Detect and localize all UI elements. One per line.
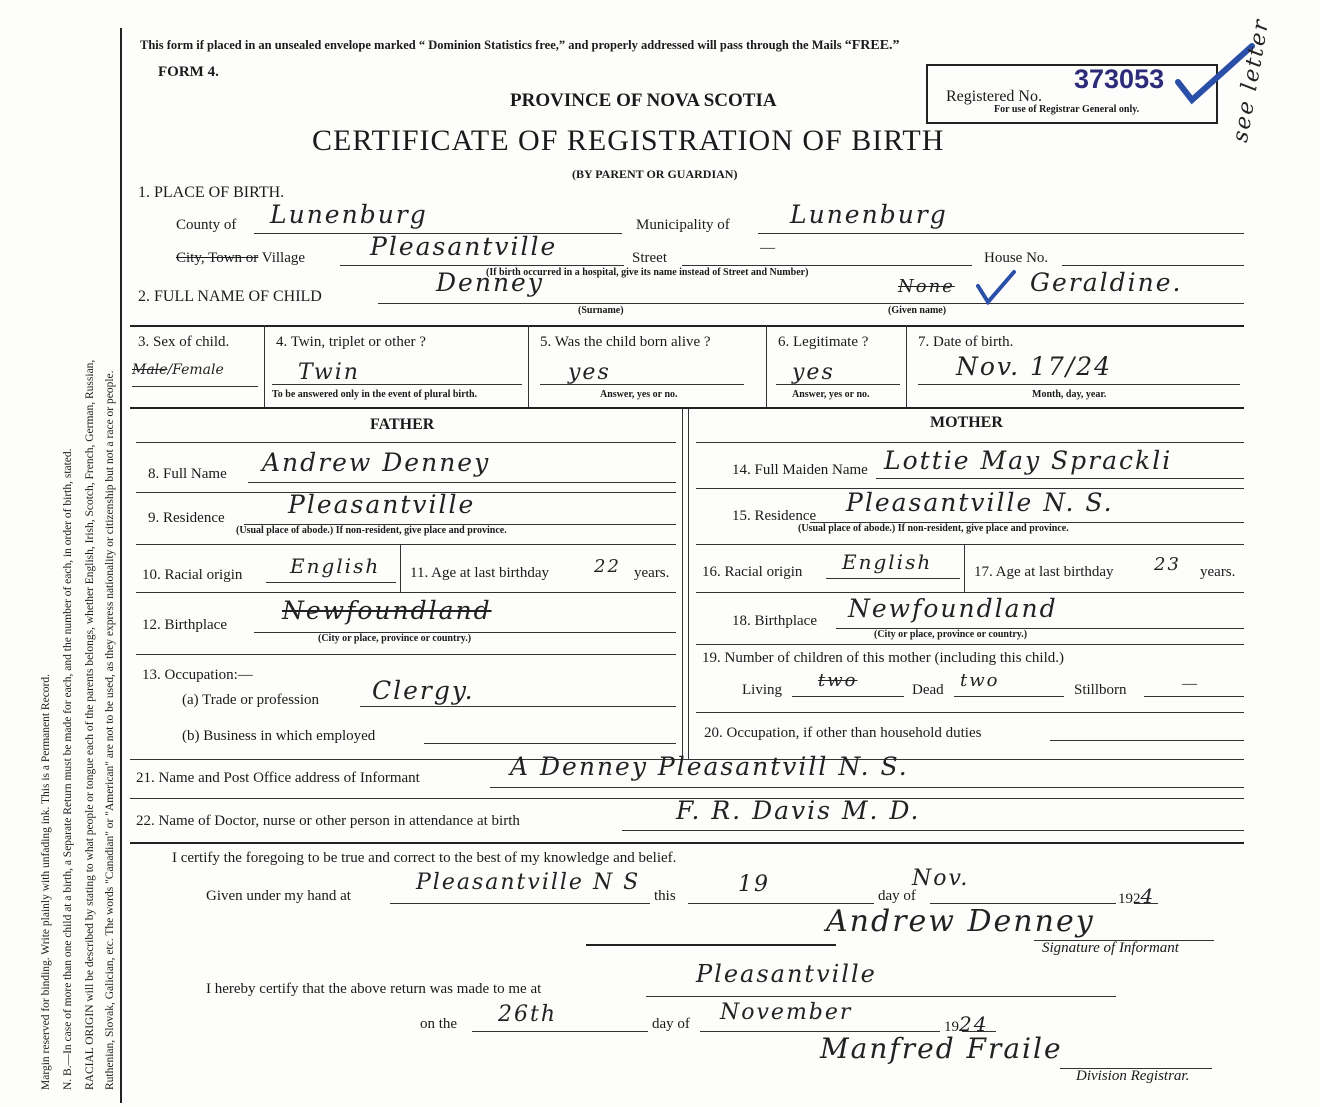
alive-value: yes xyxy=(568,360,611,385)
municipality-value: Lunenburg xyxy=(790,200,948,229)
informant-signature: Andrew Denney xyxy=(826,904,1095,939)
mother-heading: MOTHER xyxy=(930,414,1003,431)
registrar-day: 26th xyxy=(498,1002,558,1027)
dead-label: Dead xyxy=(912,682,944,698)
registrar-signature: Manfred Fraile xyxy=(820,1032,1063,1065)
margin-rule xyxy=(120,28,122,1103)
sex-label: 3. Sex of child. xyxy=(138,334,230,350)
registrar-month: November xyxy=(720,1000,853,1025)
child-given-name: Geraldine. xyxy=(1030,268,1183,297)
city-label: City, Town or Village xyxy=(176,250,306,266)
informant-signature-label: Signature of Informant xyxy=(1042,940,1179,956)
margin-annotation: see letter xyxy=(1228,16,1275,145)
living-label: Living xyxy=(742,682,782,698)
county-label: County of xyxy=(176,217,237,233)
mother-birthplace: Newfoundland xyxy=(848,594,1058,623)
father-residence-note: (Usual place of abode.) If non-resident, give place and province. xyxy=(236,525,507,536)
margin-note-2: N. B.—In case of more than one child at a birth, a Separate Return must be made for each, and the number of each, in order of birth, stated. xyxy=(62,448,74,1090)
mother-occupation-label: 20. Occupation, if other than household duties xyxy=(704,725,982,741)
father-residence: Pleasantville xyxy=(288,490,476,519)
legit-note: Answer, yes or no. xyxy=(792,389,870,400)
legit-label: 6. Legitimate ? xyxy=(778,334,869,350)
document-title: CERTIFICATE OF REGISTRATION OF BIRTH xyxy=(312,124,945,157)
registrar-year: 1924 xyxy=(944,1012,989,1036)
father-trade-label: (a) Trade or profession xyxy=(182,692,320,708)
certify-dayof-label: day of xyxy=(878,888,916,904)
mother-age-label: 17. Age at last birthday xyxy=(974,564,1114,580)
registrar-on-label: on the xyxy=(420,1016,458,1032)
mother-name-label: 14. Full Maiden Name xyxy=(732,462,868,478)
registered-note: For use of Registrar General only. xyxy=(994,104,1140,115)
mother-residence-note: (Usual place of abode.) If non-resident, give place and province. xyxy=(798,523,1069,534)
place-heading: 1. PLACE OF BIRTH. xyxy=(138,184,285,201)
margin-note-1: Margin reserved for binding. Write plainly with unfading ink. This is a Permanent Record. xyxy=(40,673,52,1090)
certify-day: 19 xyxy=(738,872,770,897)
dob-label: 7. Date of birth. xyxy=(918,334,1014,350)
father-business-label: (b) Business in which employed xyxy=(182,728,376,744)
twin-value: Twin xyxy=(298,360,360,385)
sex-value: Male/Female xyxy=(132,362,224,378)
mother-children-label: 19. Number of children of this mother (including this child.) xyxy=(702,650,1065,666)
margin-note-3: RACIAL ORIGIN will be described by stating to what people or tongue each of the parents belongs, whether English, Irish, Scotch, French, German, Russian, xyxy=(84,359,96,1090)
father-birthplace-note: (City or place, province or country.) xyxy=(318,633,472,644)
registrar-label: Division Registrar. xyxy=(1076,1068,1190,1084)
this-label: this xyxy=(654,888,676,904)
legit-value: yes xyxy=(792,360,835,385)
document-subtitle: (BY PARENT OR GUARDIAN) xyxy=(572,167,738,181)
county-value: Lunenburg xyxy=(270,200,428,229)
twin-label: 4. Twin, triplet or other ? xyxy=(276,334,426,350)
alive-label: 5. Was the child born alive ? xyxy=(540,334,711,350)
doctor-label: 22. Name of Doctor, nurse or other person in attendance at birth xyxy=(136,813,520,829)
child-check-mark xyxy=(974,268,1018,308)
father-age-unit: years. xyxy=(634,565,670,581)
father-age: 22 xyxy=(594,556,621,577)
living-value: two xyxy=(818,670,858,691)
father-occupation-label: 13. Occupation:— xyxy=(142,667,253,683)
dob-note: Month, day, year. xyxy=(1032,389,1107,400)
village-value: Pleasantville xyxy=(370,232,558,261)
father-age-label: 11. Age at last birthday xyxy=(410,565,549,581)
form-number: FORM 4. xyxy=(158,64,219,80)
dead-value: two xyxy=(960,670,1000,691)
stillborn-label: Stillborn xyxy=(1074,682,1127,698)
father-heading: FATHER xyxy=(370,416,435,433)
certify-statement: I certify the foregoing to be true and correct to the best of my knowledge and belief. xyxy=(172,850,677,866)
registered-number: 373053 xyxy=(1074,64,1165,94)
child-name-label: 2. FULL NAME OF CHILD xyxy=(138,288,322,305)
father-birthplace-label: 12. Birthplace xyxy=(142,617,227,633)
informant-value: A Denney Pleasantvill N. S. xyxy=(510,752,909,781)
mother-age-unit: years. xyxy=(1200,564,1236,580)
alive-note: Answer, yes or no. xyxy=(600,389,678,400)
street-label: Street xyxy=(632,250,667,266)
father-residence-label: 9. Residence xyxy=(148,510,225,526)
mother-birthplace-note: (City or place, province or country.) xyxy=(874,629,1028,640)
mother-race: English xyxy=(842,550,933,574)
mother-birthplace-label: 18. Birthplace xyxy=(732,613,817,629)
mother-name: Lottie May Sprackli xyxy=(884,446,1173,475)
certify-month: Nov. xyxy=(912,866,970,891)
house-label: House No. xyxy=(984,250,1049,266)
hospital-note: (If birth occurred in a hospital, give its name instead of Street and Number) xyxy=(486,267,809,278)
municipality-label: Municipality of xyxy=(636,217,730,233)
registrar-place: Pleasantville xyxy=(696,960,877,988)
mother-age: 23 xyxy=(1154,554,1181,575)
child-surname: Denney xyxy=(436,268,544,297)
father-race: English xyxy=(290,554,381,578)
surname-note: (Surname) xyxy=(578,305,624,316)
mother-residence: Pleasantville N. S. xyxy=(846,488,1114,517)
informant-label: 21. Name and Post Office address of Informant xyxy=(136,770,420,786)
doctor-value: F. R. Davis M. D. xyxy=(676,796,921,825)
registrar-statement: I hereby certify that the above return was made to me at xyxy=(206,981,542,997)
margin-note-4: Ruthenian, Slovak, Galician, etc. The words "Canadian" or "American" are not to be used, as they express nationality or citizenship but not a race or people. xyxy=(104,370,116,1090)
registrar-dayof-label: day of xyxy=(652,1016,690,1032)
given-label: Given under my hand at xyxy=(206,888,351,904)
registered-label: Registered No. xyxy=(946,88,1042,105)
twin-note: To be answered only in the event of plural birth. xyxy=(272,389,478,400)
province-title: PROVINCE OF NOVA SCOTIA xyxy=(510,90,777,111)
street-value: — xyxy=(760,240,775,256)
stillborn-value: — xyxy=(1182,676,1197,692)
mother-race-label: 16. Racial origin xyxy=(702,564,803,580)
father-trade: Clergy. xyxy=(372,676,475,705)
certify-place: Pleasantville N S xyxy=(416,870,641,895)
certify-year: 1924 xyxy=(1118,884,1156,908)
mother-residence-label: 15. Residence xyxy=(732,508,817,524)
postal-note: This form if placed in an unsealed envelope marked “ Dominion Statistics free,” and properly addressed will pass through the Mails “FREE.” xyxy=(140,38,900,53)
given-note: (Given name) xyxy=(888,305,947,316)
father-name-label: 8. Full Name xyxy=(148,466,227,482)
father-name: Andrew Denney xyxy=(262,448,491,477)
dob-value: Nov. 17/24 xyxy=(956,352,1113,381)
binding-margin xyxy=(0,0,118,1107)
father-birthplace: Newfoundland xyxy=(282,596,492,625)
child-given-struck: None xyxy=(898,276,955,297)
father-race-label: 10. Racial origin xyxy=(142,567,243,583)
